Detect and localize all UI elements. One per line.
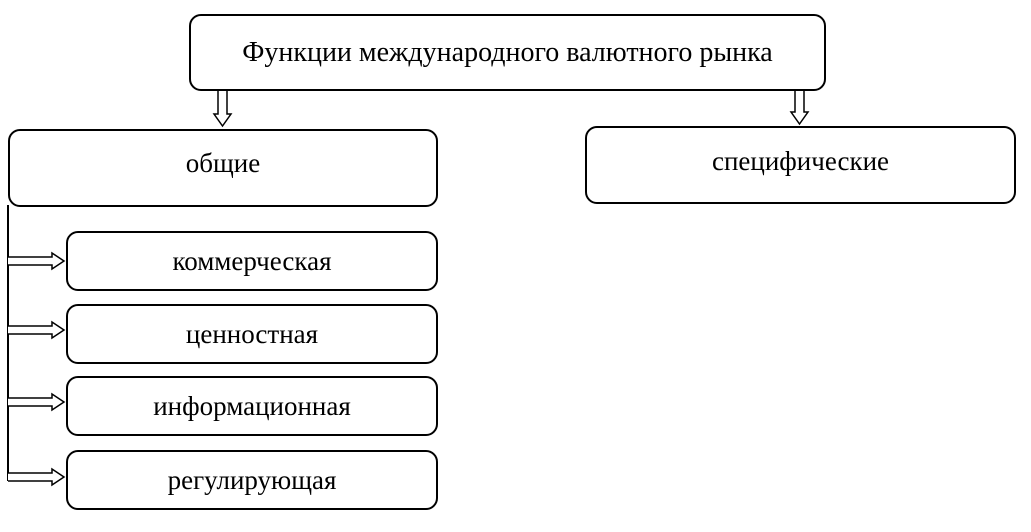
root-node-box [189,14,826,91]
commercial-function-label: коммерческая [172,245,332,276]
specific-functions-label: специфические [711,146,890,176]
information-function-label: информационная [153,390,351,421]
arrow-to-regulating [8,469,64,485]
arrow-to-commercial [8,253,64,269]
arrow-to-information [8,394,64,410]
general-functions-box [8,129,438,207]
value-function-label: ценностная [185,318,319,349]
root-node-label: Функции международного валютного рынка [242,36,773,68]
regulating-function-box [66,450,438,510]
information-function-box [66,376,438,436]
value-function-box [66,304,438,364]
regulating-function-label: регулирующая [167,464,337,495]
arrow-to-value [8,322,64,338]
specific-functions-box [585,126,1016,204]
arrow-root-to-general [214,91,231,126]
general-functions-label: общие [185,148,261,178]
commercial-function-box [66,231,438,291]
arrow-root-to-specific [791,91,808,124]
